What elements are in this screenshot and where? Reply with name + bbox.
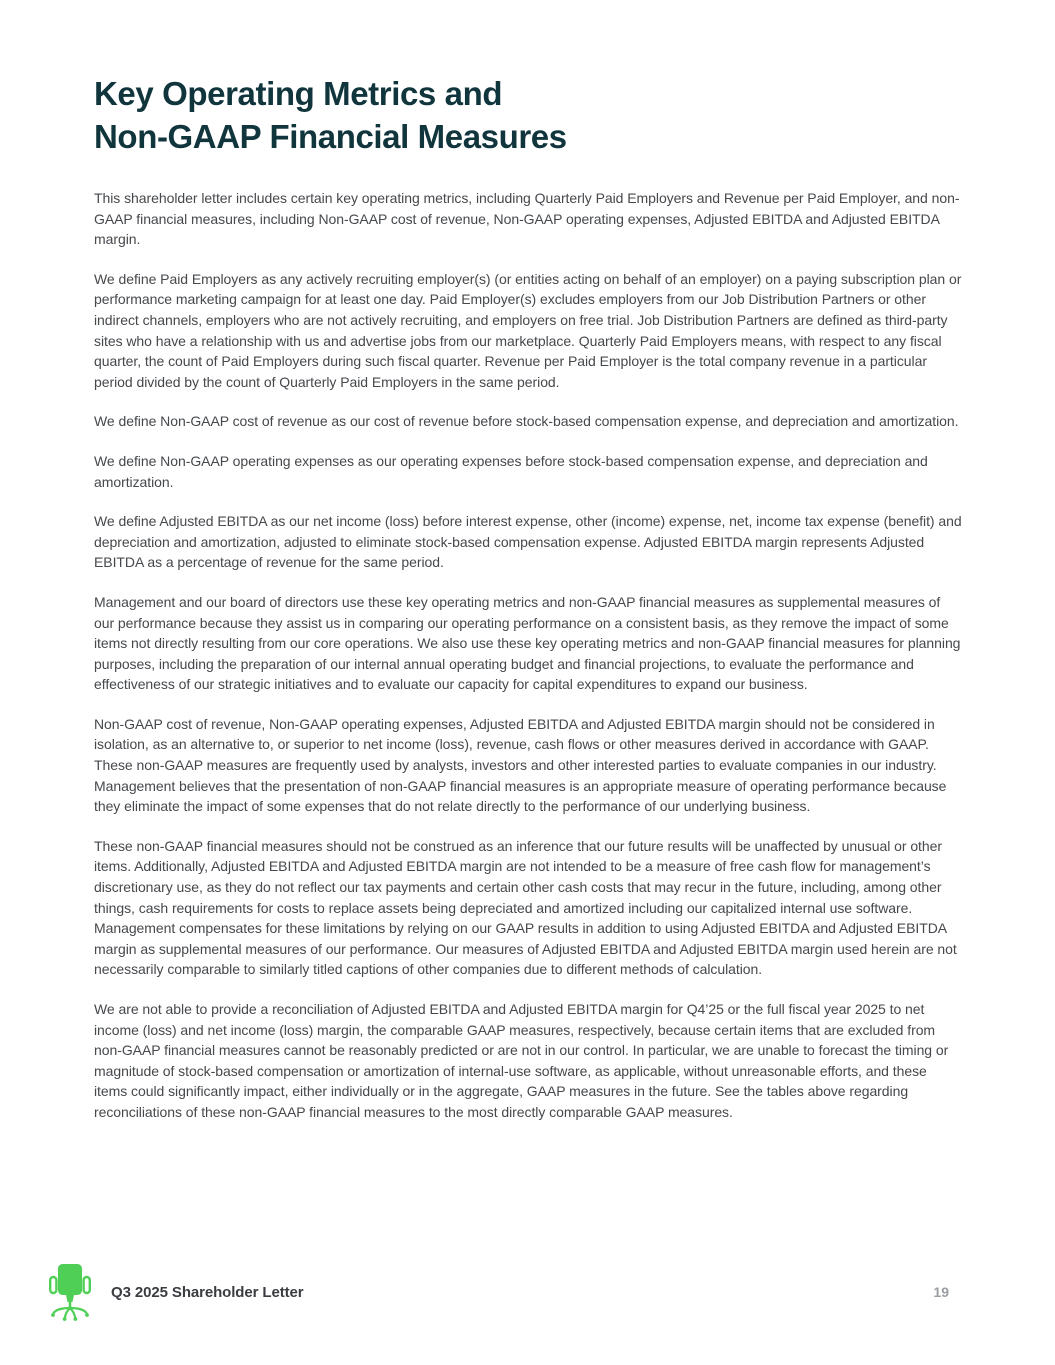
page-number: 19 (933, 1284, 949, 1300)
paragraph: We define Non-GAAP operating expenses as our operating expenses before stock-based compensation expense, and depreciation and amortization. (94, 452, 928, 490)
page-title-line-1: Key Operating Metrics and (94, 75, 503, 112)
paragraph: We define Paid Employers as any actively recruiting employer(s) (or entities acting on behalf of an employer) on a paying subscription plan or performance marketing campaign for at least one day. Paid Employer(s) excludes employers from our Job Distribution Partners or other indirect channels, employers who are not actively recruiting, and employers on free trial. Job Distribution Partners are defined as third-party sites who have a relationship with us and advertise jobs from our marketplace. Quarterly Paid Employers means, with respect to any fiscal quarter, the count of Paid Employers during such fiscal quarter. Revenue per Paid Employer is the total company revenue in a particular period divided by the count of Quarterly Paid Employers in the same period. (94, 270, 962, 390)
page-title-line-2: Non-GAAP Financial Measures (94, 118, 567, 155)
page-title (94, 72, 962, 158)
paragraph: These non-GAAP financial measures should not be construed as an inference that our future results will be unaffected by unusual or other items. Additionally, Adjusted EBITDA and Adjusted EBITDA margin are not intended to be a measure of free cash flow for management’s discretionary use, as they do not reflect our tax payments and certain other cash costs that may recur in the future, including, among other things, cash requirements for costs to replace assets being depreciated and amortized including our capitalized internal use software. Management compensates for these limitations by relying on our GAAP results in addition to using Adjusted EBITDA and Adjusted EBITDA margin as supplemental measures of our performance. Our measures of Adjusted EBITDA and Adjusted EBITDA margin used herein are not necessarily comparable to similarly titled captions of other companies due to different methods of calculation. (94, 837, 957, 978)
paragraph: We are not able to provide a reconciliation of Adjusted EBITDA and Adjusted EBITDA margin for Q4’25 or the full fiscal year 2025 to net income (loss) and net income (loss) margin, the comparable GAAP measures, respectively, because certain items that are excluded from non-GAAP financial measures cannot be reasonably predicted or are not in our control. In particular, we are unable to forecast the timing or magnitude of stock-based compensation or amortization of internal-use software, as applicable, without unreasonable efforts, and these items could significantly impact, either individually or in the aggregate, GAAP measures in the future. See the tables above regarding reconciliations of these non-GAAP financial measures to the most directly comparable GAAP measures. (94, 1001, 949, 1120)
paragraph: Non-GAAP cost of revenue, Non-GAAP operating expenses, Adjusted EBITDA and Adjusted EBITDA margin should not be considered in isolation, as an alternative to, or superior to net income (loss), revenue, cash flows or other measures derived in accordance with GAAP. These non-GAAP measures are frequently used by analysts, investors and other interested parties to evaluate companies in our industry. Management believes that the presentation of non-GAAP financial measures is an appropriate measure of operating performance because they eliminate the impact of some expenses that do not relate directly to the performance of our underlying business. (94, 715, 947, 815)
footer-brand-label: Q3 2025 Shareholder Letter (111, 1283, 304, 1301)
page-content (94, 72, 962, 1142)
paragraph: We define Adjusted EBITDA as our net income (loss) before interest expense, other (income) expense, net, income tax expense (benefit) and depreciation and amortization, adjusted to eliminate stock-based compensation expense. Adjusted EBITDA margin represents Adjusted EBITDA as a percentage of revenue for the same period. (94, 513, 962, 571)
paragraph: We define Non-GAAP cost of revenue as our cost of revenue before stock-based compensation expense, and depreciation and amortization. (94, 413, 959, 430)
page-footer (45, 1261, 961, 1323)
paragraph: This shareholder letter includes certain key operating metrics, including Quarterly Paid Employers and Revenue per Paid Employer, and non-GAAP financial measures, including Non-GAAP cost of revenue, Non-GAAP operating expenses, Adjusted EBITDA and Adjusted EBITDA margin. (94, 190, 960, 248)
paragraph: Management and our board of directors use these key operating metrics and non-GAAP financial measures as supplemental measures of our performance because they assist us in comparing our operating performance on a consistent basis, as they remove the impact of some items not directly resulting from our core operations. We also use these key operating metrics and non-GAAP financial measures for planning purposes, including the preparation of our internal annual operating budget and financial projections, to evaluate the performance and effectiveness of our strategic initiatives and to evaluate our capacity for capital expenditures to expand our business. (94, 593, 961, 693)
body-copy (94, 188, 962, 1123)
office-chair-icon (45, 1262, 95, 1322)
